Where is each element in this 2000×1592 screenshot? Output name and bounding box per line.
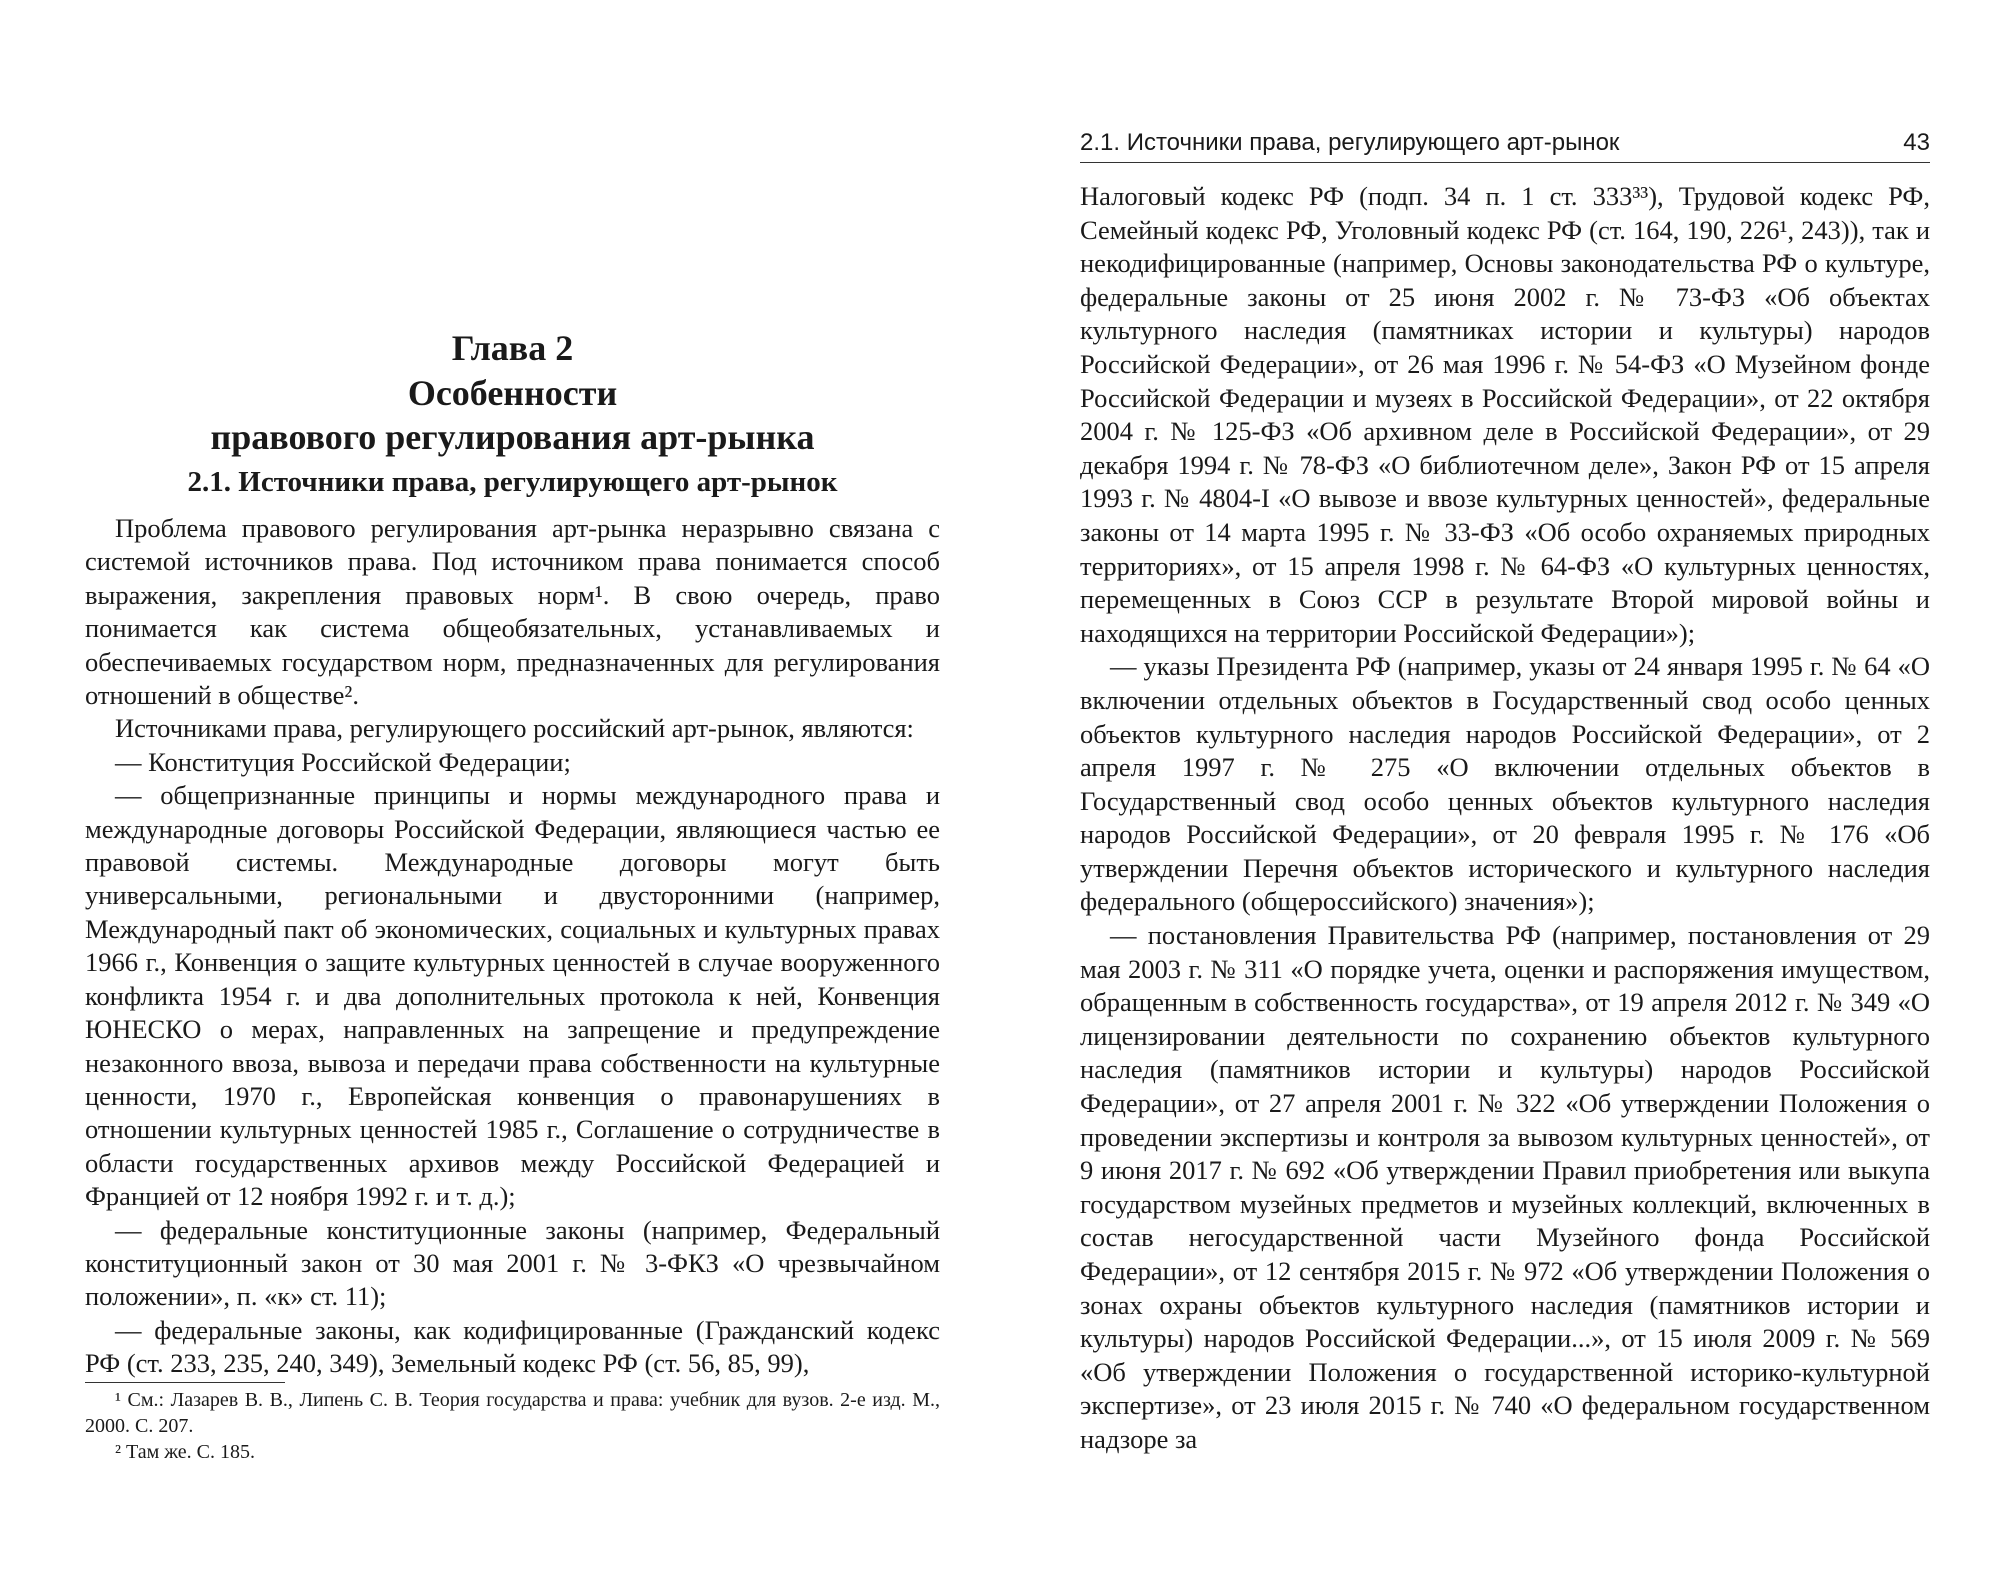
paragraph: Проблема правового регулирования арт-рынка неразрывно связана с системой источников права. Под источником права понимается способ выражения, закрепления правовых норм¹. В свою очередь, право понимается как система общеобязательных, устанавливаемых и обеспечиваемых государством норм, предназначенных для регулирования отношений в обществе². [85, 513, 940, 711]
chapter-title-line1: Особенности [407, 373, 618, 413]
running-head-title: 2.1. Источники права, регулирующего арт-рынок [1080, 129, 1620, 156]
paragraph: — указы Президента РФ (например, указы от 24 января 1995 г. № 64 «О включении отдельных объектов в Государственный свод особо ценных объектов культурного наследия народов Российской Федерации», от 2 апреля 1997 г. № 275 «О включении отдельных объектов в Государственный свод особо ценных объектов культурного наследия народов Российской Федерации», от 20 февраля 1995 г. № 176 «Об утверждении Перечня объектов исторического и культурного наследия федерального (общероссийского) значения»); [1080, 651, 1930, 917]
paragraph: Источниками права, регулирующего российский арт-рынок, являются: [115, 713, 914, 744]
footnote: ² Там же. С. 185. [115, 1441, 256, 1463]
chapter-number: Глава 2 [451, 328, 574, 368]
paragraph: — Конституция Российской Федерации; [115, 746, 571, 777]
paragraph: — постановления Правительства РФ (например, постановления от 29 мая 2003 г. № 311 «О порядке учета, оценки и распоряжения имуществом, обращенным в собственность государства», от 19 апреля 2012 г. № 349 «О лицензировании деятельности по сохранению объектов культурного наследия (памятников истории и культуры) народов Российской Федерации», от 27 апреля 2001 г. № 322 «Об утверждении Положения о проведении экспертизы и контроля за вывозом культурных ценностей», от 9 июня 2017 г. № 692 «Об утверждении Правил приобретения или выкупа государством музейных предметов и музейных коллекций, включенных в состав негосударственной части Музейного фонда Российской Федерации», от 12 сентября 2015 г. № 972 «Об утверждении Положения о зонах охраны объектов культурного наследия (памятников истории и культуры) народов Российской Федерации...», от 15 июля 2009 г. № 569 «Об утверждении Положения о государственной историко-культурной экспертизе», от 23 июля 2015 г. № 740 «О федеральном государственном надзоре за [1080, 920, 1930, 1454]
footnotes [85, 1387, 940, 1465]
right-body-text [1080, 180, 1930, 1457]
header-divider [1080, 162, 1930, 163]
right-page [1080, 0, 1930, 1592]
left-body-text [85, 512, 940, 1381]
footnote-divider [85, 1382, 285, 1383]
paragraph: — федеральные конституционные законы (например, Федеральный конституционный закон от 30 мая 2001 г. № 3-ФКЗ «О чрезвычайном положении», п. «к» ст. 11); [85, 1214, 940, 1312]
paragraph: — федеральные законы, как кодифицированные (Гражданский кодекс РФ (ст. 233, 235, 240, 349), Земельный кодекс РФ (ст. 56, 85, 99), [85, 1314, 940, 1379]
footnote: ¹ См.: Лазарев В. В., Липень С. В. Теория государства и права: учебник для вузов. 2-е изд. М., 2000. С. 207. [85, 1389, 940, 1437]
paragraph: Налоговый кодекс РФ (подп. 34 п. 1 ст. 333³³), Трудовой кодекс РФ, Семейный кодекс РФ, Уголовный кодекс РФ (ст. 164, 190, 226¹, 243)), так и некодифицированные (например, Основы законодательства РФ о культуре, федеральные законы от 25 июня 2002 г. № 73-ФЗ «Об объектах культурного наследия (памятниках истории и культуры) народов Российской Федерации», от 26 мая 1996 г. № 54-ФЗ «О Музейном фонде Российской Федерации и музеях в Российской Федерации», от 22 октября 2004 г. № 125-ФЗ «Об архивном деле в Российской Федерации», от 29 декабря 1994 г. № 78-ФЗ «О библиотечном деле», Закон РФ от 15 апреля 1993 г. № 4804-I «О вывозе и ввозе культурных ценностей», федеральные законы от 14 марта 1995 г. № 33-ФЗ «Об особо охраняемых природных территориях», от 15 апреля 1998 г. № 64-ФЗ «О культурных ценностях, перемещенных в Союз ССР в результате Второй мировой войны и находящихся на территории Российской Федерации»); [1080, 181, 1930, 648]
chapter-title-line2: правового регулирования арт-рынка [210, 417, 815, 457]
paragraph: — общепризнанные принципы и нормы международного права и международные договоры Российской Федерации, являющиеся частью ее правовой системы. Международные договоры могут быть универсальными, региональными и двусторонними (например, Международный пакт об экономических, социальных и культурных правах 1966 г., Конвенция о защите культурных ценностей в случае вооруженного конфликта 1954 г. и два дополнительных протокола к ней, Конвенция ЮНЕСКО о мерах, направленных на запрещение и предупреждение незаконного ввоза, вывоза и передачи права собственности на культурные ценности, 1970 г., Европейская конвенция о правонарушениях в отношении культурных ценностей 1985 г., Соглашение о сотрудничестве в области государственных архивов между Российской Федерацией и Францией от 12 ноября 1992 г. и т. д.); [85, 780, 940, 1212]
page-number: 43 [1903, 129, 1930, 156]
left-page [85, 0, 940, 1592]
section-title: 2.1. Источники права, регулирующего арт-рынок [187, 466, 838, 498]
